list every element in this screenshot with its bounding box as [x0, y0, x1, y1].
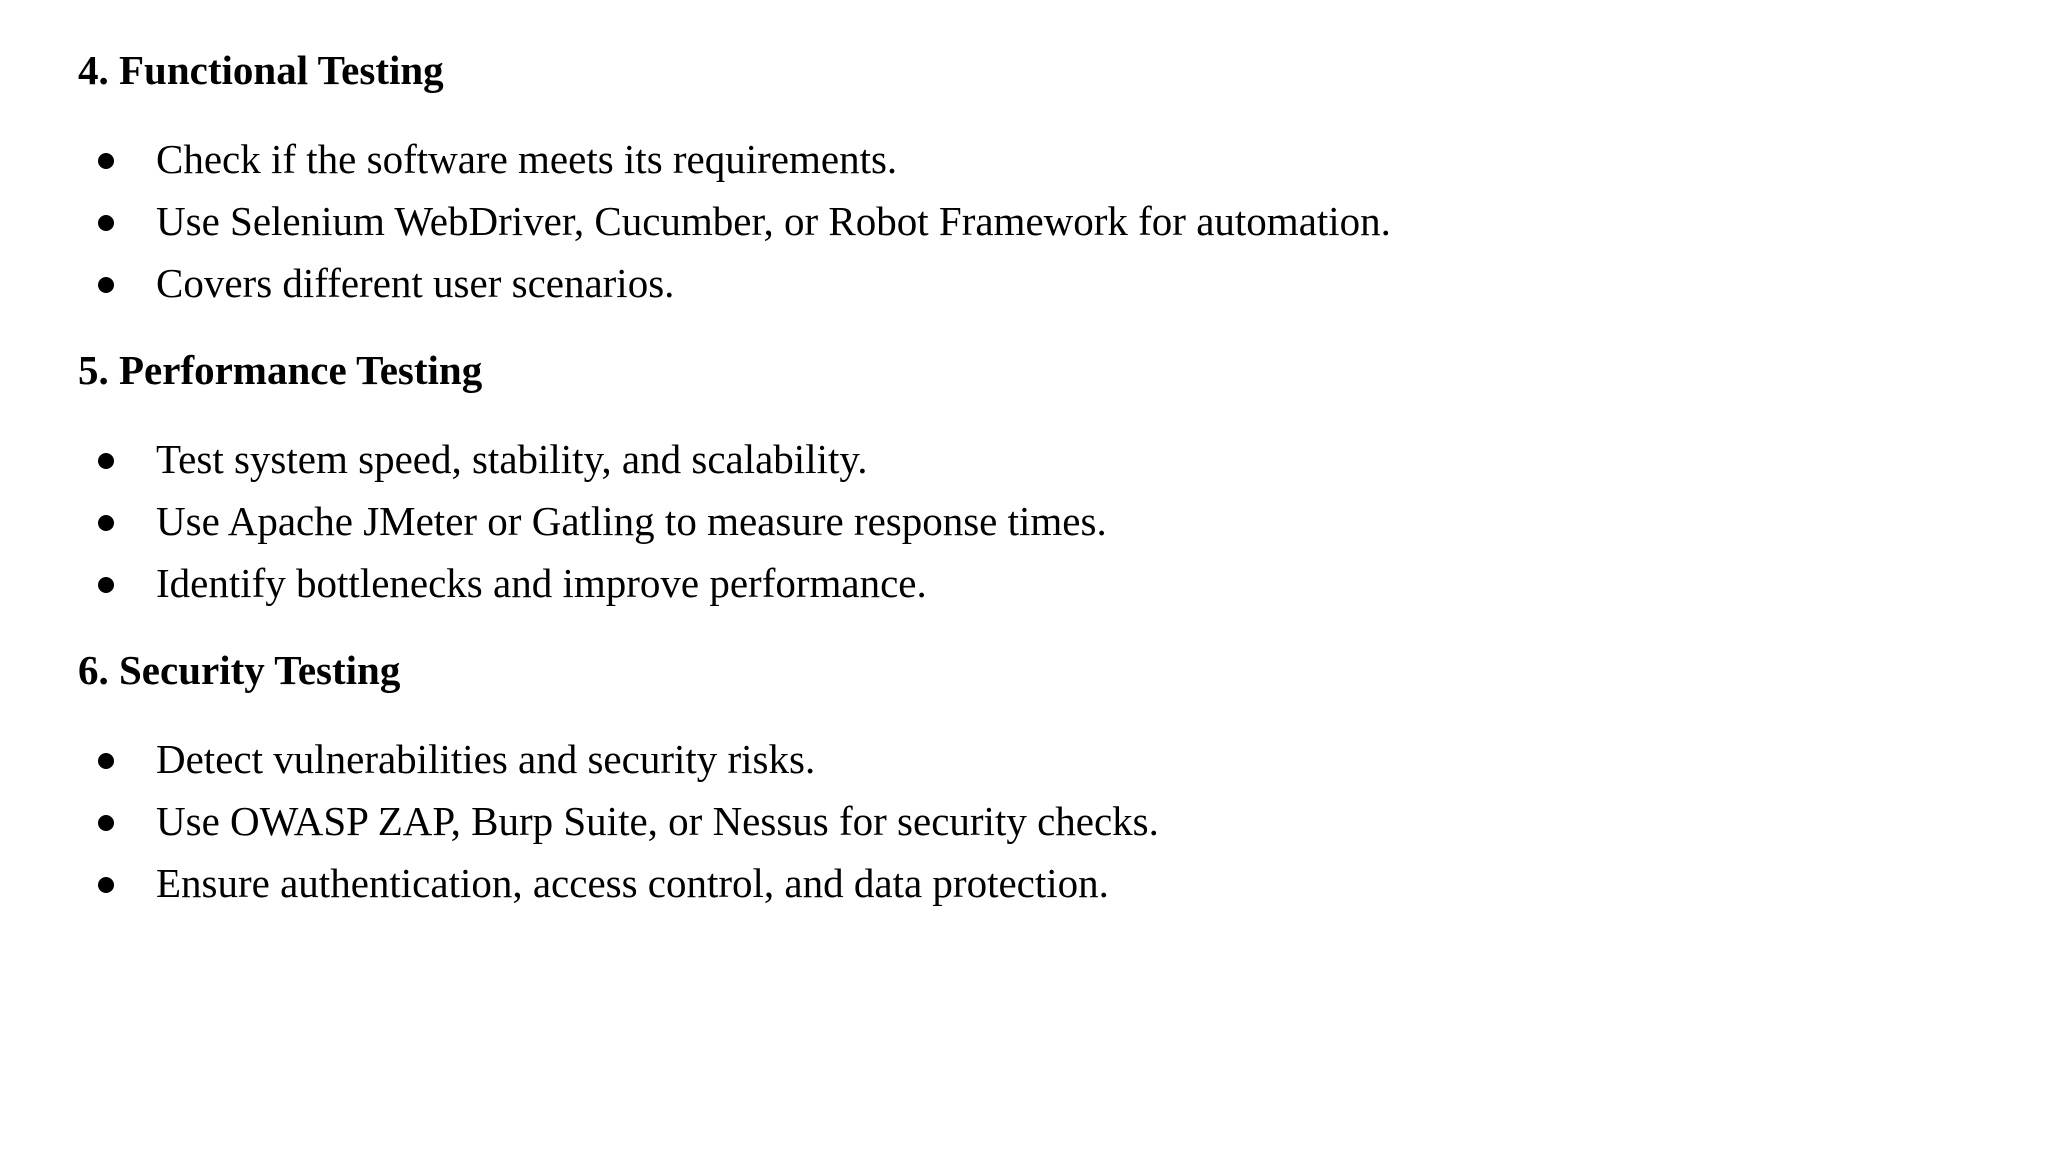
- document-body: [78, 40, 1978, 940]
- bullet-list: [78, 128, 1978, 314]
- list-item-text: Ensure authentication, access control, and data protection.: [156, 860, 1109, 906]
- section-heading: 6. Security Testing: [78, 647, 401, 693]
- list-item: [78, 790, 1978, 852]
- bullet-icon: [98, 453, 114, 469]
- section-heading: 5. Performance Testing: [78, 347, 483, 393]
- list-item: [78, 852, 1978, 914]
- bullet-icon: [98, 515, 114, 531]
- bullet-icon: [98, 877, 114, 893]
- bullet-icon: [98, 277, 114, 293]
- bullet-icon: [98, 753, 114, 769]
- bullet-icon: [98, 815, 114, 831]
- section-security-testing: [78, 640, 1978, 914]
- bullet-icon: [98, 577, 114, 593]
- list-item: [78, 190, 1978, 252]
- bullet-list: [78, 428, 1978, 614]
- list-item-text: Use Selenium WebDriver, Cucumber, or Robot Framework for automation.: [156, 198, 1391, 244]
- list-item: [78, 252, 1978, 314]
- bullet-list: [78, 728, 1978, 914]
- section-functional-testing: [78, 40, 1978, 314]
- section-performance-testing: [78, 340, 1978, 614]
- list-item-text: Check if the software meets its requirements.: [156, 136, 898, 182]
- list-item: [78, 128, 1978, 190]
- section-heading: 4. Functional Testing: [78, 47, 444, 93]
- list-item: [78, 552, 1978, 614]
- list-item-text: Detect vulnerabilities and security risks.: [156, 736, 816, 782]
- list-item-text: Identify bottlenecks and improve performance.: [156, 560, 927, 606]
- bullet-icon: [98, 153, 114, 169]
- list-item-text: Use Apache JMeter or Gatling to measure response times.: [156, 498, 1107, 544]
- bullet-icon: [98, 215, 114, 231]
- list-item: [78, 728, 1978, 790]
- list-item: [78, 428, 1978, 490]
- list-item-text: Use OWASP ZAP, Burp Suite, or Nessus for security checks.: [156, 798, 1159, 844]
- list-item-text: Covers different user scenarios.: [156, 260, 675, 306]
- list-item-text: Test system speed, stability, and scalability.: [156, 436, 868, 482]
- list-item: [78, 490, 1978, 552]
